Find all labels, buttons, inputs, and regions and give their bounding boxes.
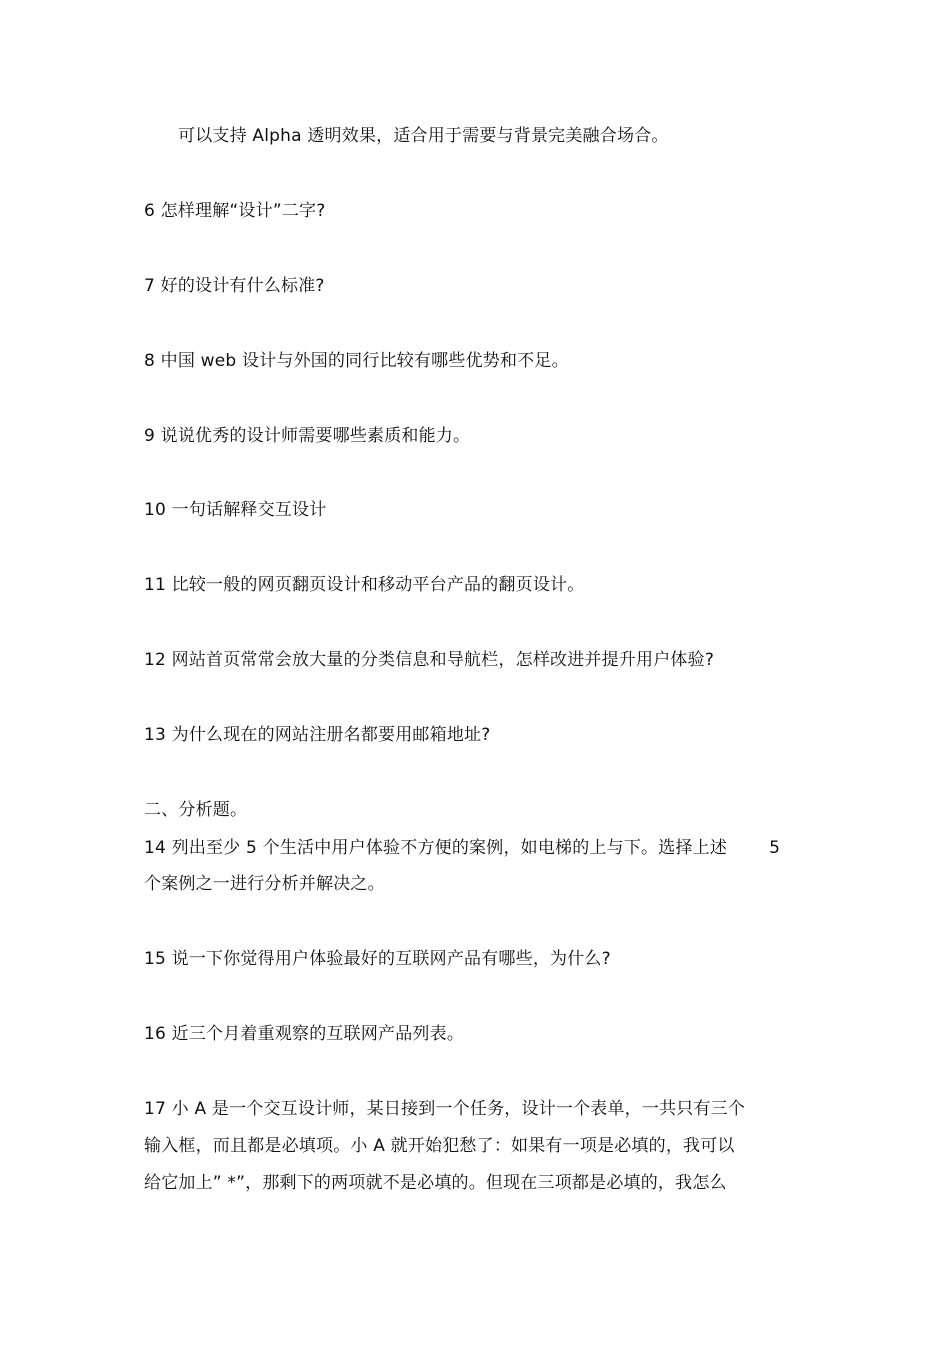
question-12: 12 网站首页常常会放大量的分类信息和导航栏，怎样改进并提升用户体验?	[144, 650, 715, 670]
question-8: 8 中国 web 设计与外国的同行比较有哪些优势和不足。	[144, 351, 569, 371]
question-14-number-5: 5	[769, 838, 781, 858]
question-17-line-3: 给它加上” *”，那剩下的两项就不是必填的。但现在三项都是必填的，我怎么	[144, 1173, 727, 1193]
question-14-text: 14 列出至少 5 个生活中用户体验不方便的案例，如电梯的上与下。选择上述	[144, 838, 728, 858]
question-15: 15 说一下你觉得用户体验最好的互联网产品有哪些，为什么?	[144, 949, 611, 969]
section-heading-analysis: 二、分析题。	[144, 800, 248, 820]
question-10: 10 一句话解释交互设计	[144, 500, 327, 520]
question-13: 13 为什么现在的网站注册名都要用邮箱地址?	[144, 725, 491, 745]
paragraph-alpha-transparency: 可以支持 Alpha 透明效果，适合用于需要与背景完美融合场合。	[178, 126, 669, 146]
question-17-line-1: 17 小 A 是一个交互设计师，某日接到一个任务，设计一个表单，一共只有三个	[144, 1099, 746, 1119]
question-11: 11 比较一般的网页翻页设计和移动平台产品的翻页设计。	[144, 575, 585, 595]
question-17-line-2: 输入框，而且都是必填项。小 A 就开始犯愁了：如果有一项是必填的，我可以	[144, 1136, 735, 1156]
question-7: 7 好的设计有什么标准?	[144, 276, 325, 296]
question-6: 6 怎样理解“设计”二字?	[144, 201, 326, 221]
question-9: 9 说说优秀的设计师需要哪些素质和能力。	[144, 426, 471, 446]
question-14-line-2: 个案例之一进行分析并解决之。	[144, 874, 385, 894]
question-14-line-1	[144, 836, 780, 860]
question-16: 16 近三个月着重观察的互联网产品列表。	[144, 1024, 465, 1044]
